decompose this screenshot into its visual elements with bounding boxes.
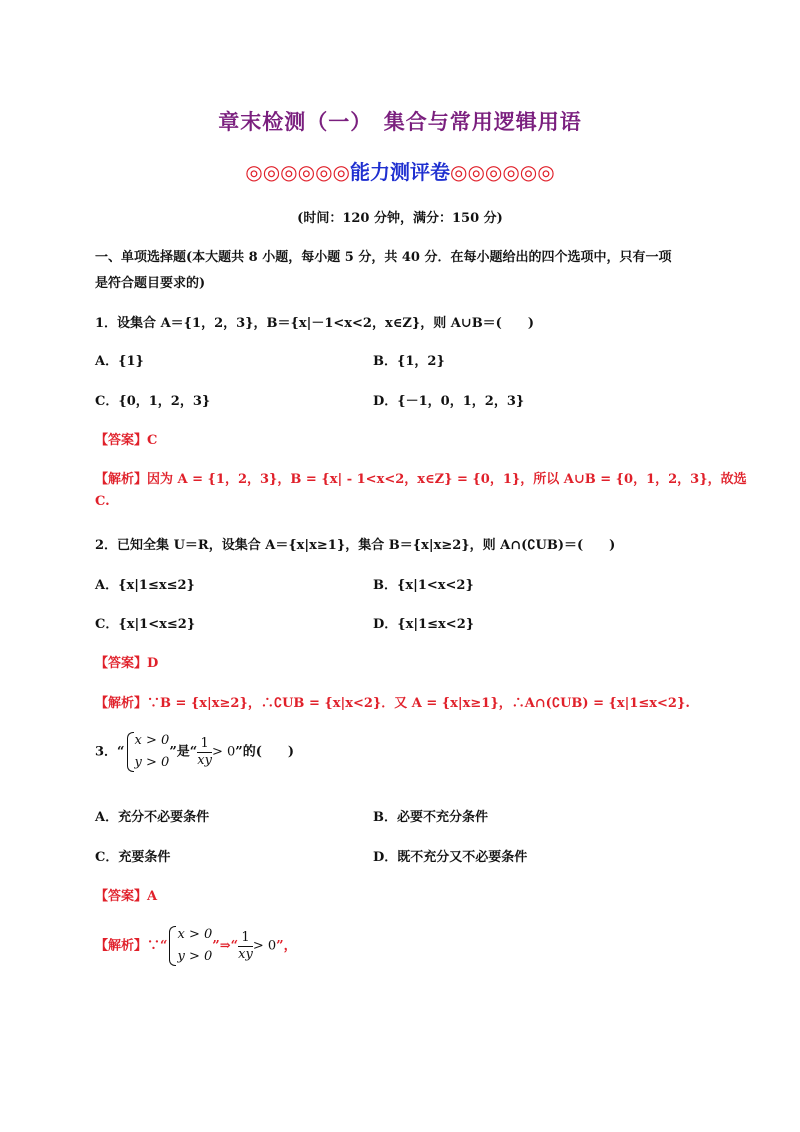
q1-solution-line2: C. bbox=[95, 494, 110, 509]
q3-option-c: C．充要条件 bbox=[95, 850, 171, 865]
q3-system bbox=[125, 730, 170, 774]
q2-option-d: D．{x|1≤x<2} bbox=[373, 617, 475, 632]
rings-right: ◎◎◎◎◎◎ bbox=[450, 160, 555, 184]
q3-option-b: B．必要不充分条件 bbox=[373, 810, 488, 825]
q2-option-b: B．{x|1<x<2} bbox=[373, 578, 474, 593]
q3-number: 3． bbox=[95, 744, 118, 760]
q3-fraction-denominator: xy bbox=[197, 752, 212, 768]
q3-solution-system bbox=[167, 924, 212, 968]
q3-solution-fraction bbox=[238, 930, 253, 963]
q3-system-row1: x > 0 bbox=[134, 733, 170, 748]
q3-answer: 【答案】A bbox=[95, 889, 158, 904]
q3-solution-system-row1: x > 0 bbox=[177, 927, 213, 942]
page-title: 章末检测（一） 集合与常用逻辑用语 bbox=[218, 109, 582, 134]
q2-answer: 【答案】D bbox=[95, 656, 159, 671]
q3-solution-implies: ”⇒“ bbox=[212, 938, 239, 954]
q1-option-c: C．{0，1，2，3} bbox=[95, 394, 211, 409]
q3-fraction bbox=[197, 736, 212, 769]
q1-option-d: D．{－1，0，1，2，3} bbox=[373, 394, 525, 409]
q3-fraction-numerator: 1 bbox=[197, 736, 212, 753]
q3-solution-tail: ”， bbox=[276, 938, 297, 954]
q1-stem: 1．设集合 A＝{1，2，3}，B＝{x|－1<x<2，x∈Z}，则 A∪B＝( ) bbox=[95, 316, 534, 331]
q3-solution-fraction-numerator: 1 bbox=[238, 930, 253, 947]
q3-solution-lead: 【解析】∵“ bbox=[95, 938, 168, 954]
q3-solution-fraction-denominator: xy bbox=[238, 946, 253, 962]
exam-meta: (时间：120 分钟，满分：150 分) bbox=[297, 211, 503, 226]
q1-answer: 【答案】C bbox=[95, 433, 158, 448]
section-heading-line2: 是符合题目要求的) bbox=[95, 276, 206, 291]
q2-option-c: C．{x|1<x≤2} bbox=[95, 617, 196, 632]
subtitle-text: 能力测评卷 bbox=[350, 160, 450, 184]
q3-middle-text: ”是“ bbox=[169, 744, 198, 760]
q2-solution: 【解析】∵B = {x|x≥2}，∴∁UB = {x|x<2}．又 A = {x|x≥1}，∴A∩(∁UB) = {x|1≤x<2}. bbox=[95, 696, 690, 711]
q2-stem: 2．已知全集 U＝R，设集合 A＝{x|x≥1}，集合 B＝{x|x≥2}，则 A∩(∁UB)＝( ) bbox=[95, 538, 616, 553]
q3-solution bbox=[95, 924, 297, 968]
q3-system-row2: y > 0 bbox=[134, 755, 170, 770]
rings-left: ◎◎◎◎◎◎ bbox=[245, 160, 350, 184]
q2-option-a: A．{x|1≤x≤2} bbox=[95, 578, 195, 593]
q3-option-a: A．充分不必要条件 bbox=[95, 810, 210, 825]
q3-tail: ”的( ) bbox=[235, 744, 295, 760]
q1-option-a: A．{1} bbox=[95, 354, 144, 369]
q1-option-b: B．{1，2} bbox=[373, 354, 445, 369]
q3-solution-fraction-rhs: > 0 bbox=[252, 938, 277, 954]
q3-stem bbox=[95, 730, 294, 774]
q1-solution-line1: 【解析】因为 A = {1，2，3}，B = {x| - 1<x<2，x∈Z} = {0，1}，所以 A∪B = {0，1，2，3}，故选 bbox=[95, 472, 747, 487]
q3-fraction-rhs: > 0 bbox=[211, 744, 236, 760]
q3-solution-system-row2: y > 0 bbox=[177, 949, 213, 964]
q3-option-d: D．既不充分又不必要条件 bbox=[373, 850, 528, 865]
page-subtitle bbox=[0, 156, 800, 185]
q3-quote-open: “ bbox=[117, 744, 125, 760]
section-heading-line1: 一、单项选择题(本大题共 8 小题，每小题 5 分，共 40 分．在每小题给出的四个选项中，只有一项 bbox=[95, 250, 672, 265]
